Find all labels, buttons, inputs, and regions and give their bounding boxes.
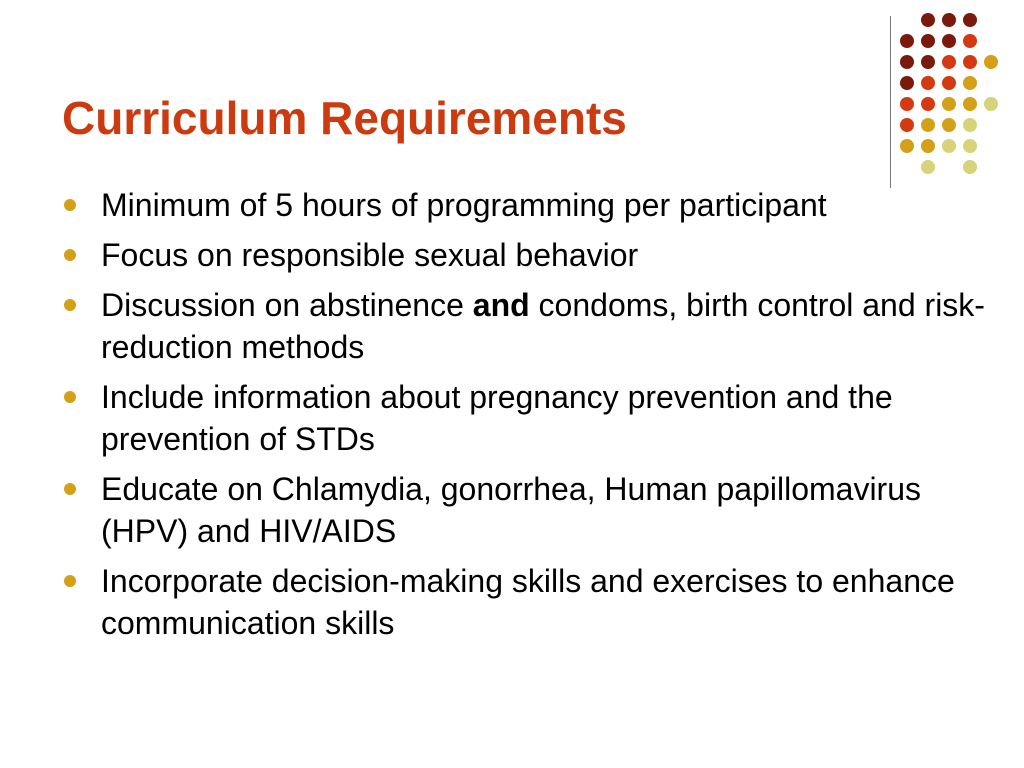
decorative-dot	[963, 76, 977, 90]
decorative-dot	[963, 34, 977, 48]
decorative-dot	[921, 139, 935, 153]
bullet-item	[62, 376, 1012, 460]
slide-title: Curriculum Requirements	[62, 92, 627, 144]
title-divider-line	[890, 16, 891, 188]
bullet-dot-icon	[64, 199, 76, 211]
decorative-dot	[963, 160, 977, 174]
decorative-dot	[942, 97, 956, 111]
decorative-dot	[921, 13, 935, 27]
decorative-dot	[900, 139, 914, 153]
decorative-dot	[921, 118, 935, 132]
bullet-text: Minimum of 5 hours of programming per participant	[101, 187, 827, 223]
decorative-dot	[900, 34, 914, 48]
bullet-dot-icon	[64, 299, 76, 311]
bullet-text-after: condoms, birth control and risk-reduction methods	[101, 287, 985, 365]
bullet-item	[62, 284, 1012, 368]
bullet-text: Focus on responsible sexual behavior	[101, 237, 639, 273]
decorative-dot	[921, 97, 935, 111]
decorative-dot	[900, 97, 914, 111]
decorative-dot	[963, 55, 977, 69]
decorative-dot	[921, 76, 935, 90]
bullet-dot-icon	[64, 391, 76, 403]
decorative-dot	[921, 55, 935, 69]
decorative-dot	[900, 76, 914, 90]
decorative-dot	[963, 97, 977, 111]
decorative-dot	[963, 13, 977, 27]
decorative-dot	[963, 139, 977, 153]
decorative-dot	[942, 139, 956, 153]
bullet-dot-icon	[64, 483, 76, 495]
decorative-dot	[984, 97, 998, 111]
bullet-text-emphasis: and	[472, 287, 530, 323]
bullet-dot-icon	[64, 249, 76, 261]
bullet-item	[62, 468, 1012, 552]
decorative-dot	[900, 55, 914, 69]
decorative-dot	[942, 76, 956, 90]
decorative-dot	[900, 118, 914, 132]
decorative-dot	[984, 55, 998, 69]
decorative-dot	[942, 34, 956, 48]
bullet-text: Include information about pregnancy prevention and the prevention of STDs	[101, 379, 893, 457]
bullet-item	[62, 234, 1012, 276]
bullet-text-before: Discussion on abstinence	[101, 287, 473, 323]
decorative-dot	[942, 55, 956, 69]
bullet-list	[62, 184, 1012, 652]
decorative-dot	[921, 34, 935, 48]
decorative-dot	[942, 13, 956, 27]
decorative-dot	[942, 118, 956, 132]
decorative-dot	[921, 160, 935, 174]
decorative-dot-grid	[900, 13, 1020, 173]
bullet-text: Educate on Chlamydia, gonorrhea, Human papillomavirus (HPV) and HIV/AIDS	[101, 471, 921, 549]
bullet-dot-icon	[64, 575, 76, 587]
bullet-text: Incorporate decision-making skills and exercises to enhance communication skills	[101, 563, 955, 641]
decorative-dot	[963, 118, 977, 132]
bullet-item	[62, 184, 1012, 226]
bullet-item	[62, 560, 1012, 644]
